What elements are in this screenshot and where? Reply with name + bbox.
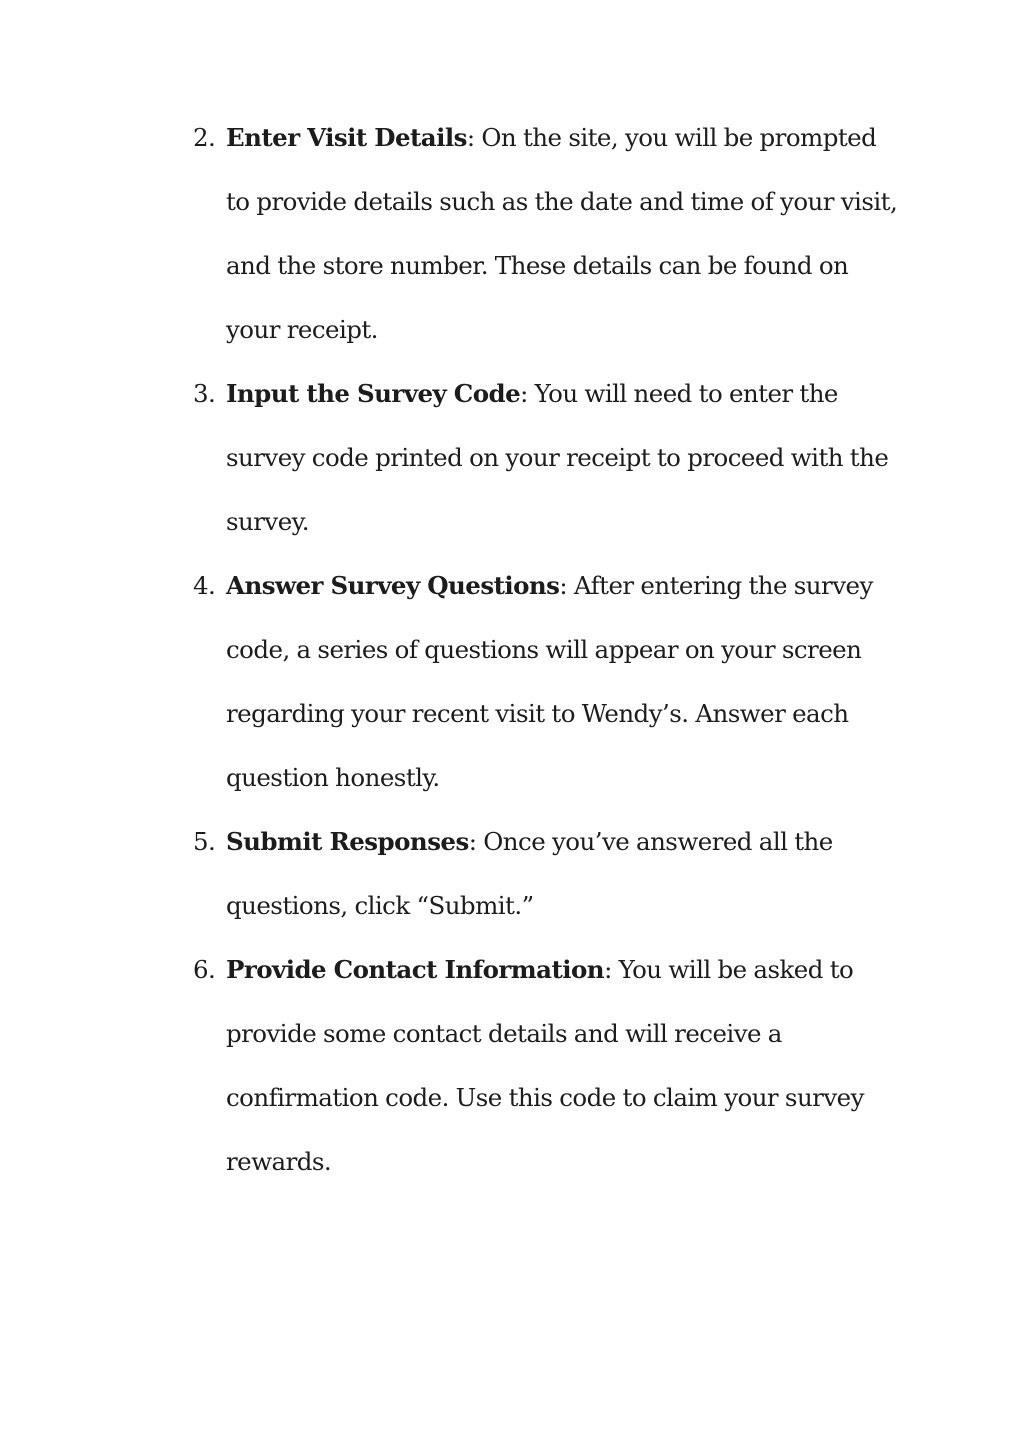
step-text: : After entering the survey code, a series of questions will appear on your screen regarding your recent visit to Wendy’s. Answer each question honestly. bbox=[226, 571, 873, 792]
step-text: : You will be asked to provide some contact details and will receive a confirmation code. Use this code to claim your survey rewards. bbox=[226, 955, 864, 1176]
step-item-answer-questions bbox=[0, 554, 1024, 810]
step-item-submit-responses bbox=[0, 810, 1024, 938]
step-number: 5. bbox=[193, 827, 216, 856]
step-title: Submit Responses bbox=[226, 827, 469, 856]
step-number: 2. bbox=[193, 123, 216, 152]
step-item-survey-code bbox=[0, 362, 1024, 554]
step-number: 6. bbox=[193, 955, 216, 984]
step-title: Enter Visit Details bbox=[226, 123, 467, 152]
step-title: Provide Contact Information bbox=[226, 955, 605, 984]
step-text: : On the site, you will be prompted to provide details such as the date and time of your visit, and the store number. These details can be found on your receipt. bbox=[226, 123, 898, 344]
step-number: 3. bbox=[193, 379, 216, 408]
step-item-contact-information bbox=[0, 938, 1024, 1194]
steps-list bbox=[0, 106, 1024, 1194]
step-title: Answer Survey Questions bbox=[226, 571, 560, 600]
step-number: 4. bbox=[193, 571, 216, 600]
step-title: Input the Survey Code bbox=[226, 379, 521, 408]
step-text: : Once you’ve answered all the questions, click “Submit.” bbox=[226, 827, 833, 920]
step-item-visit-details bbox=[0, 106, 1024, 362]
step-text: : You will need to enter the survey code printed on your receipt to proceed with the survey. bbox=[226, 379, 889, 536]
